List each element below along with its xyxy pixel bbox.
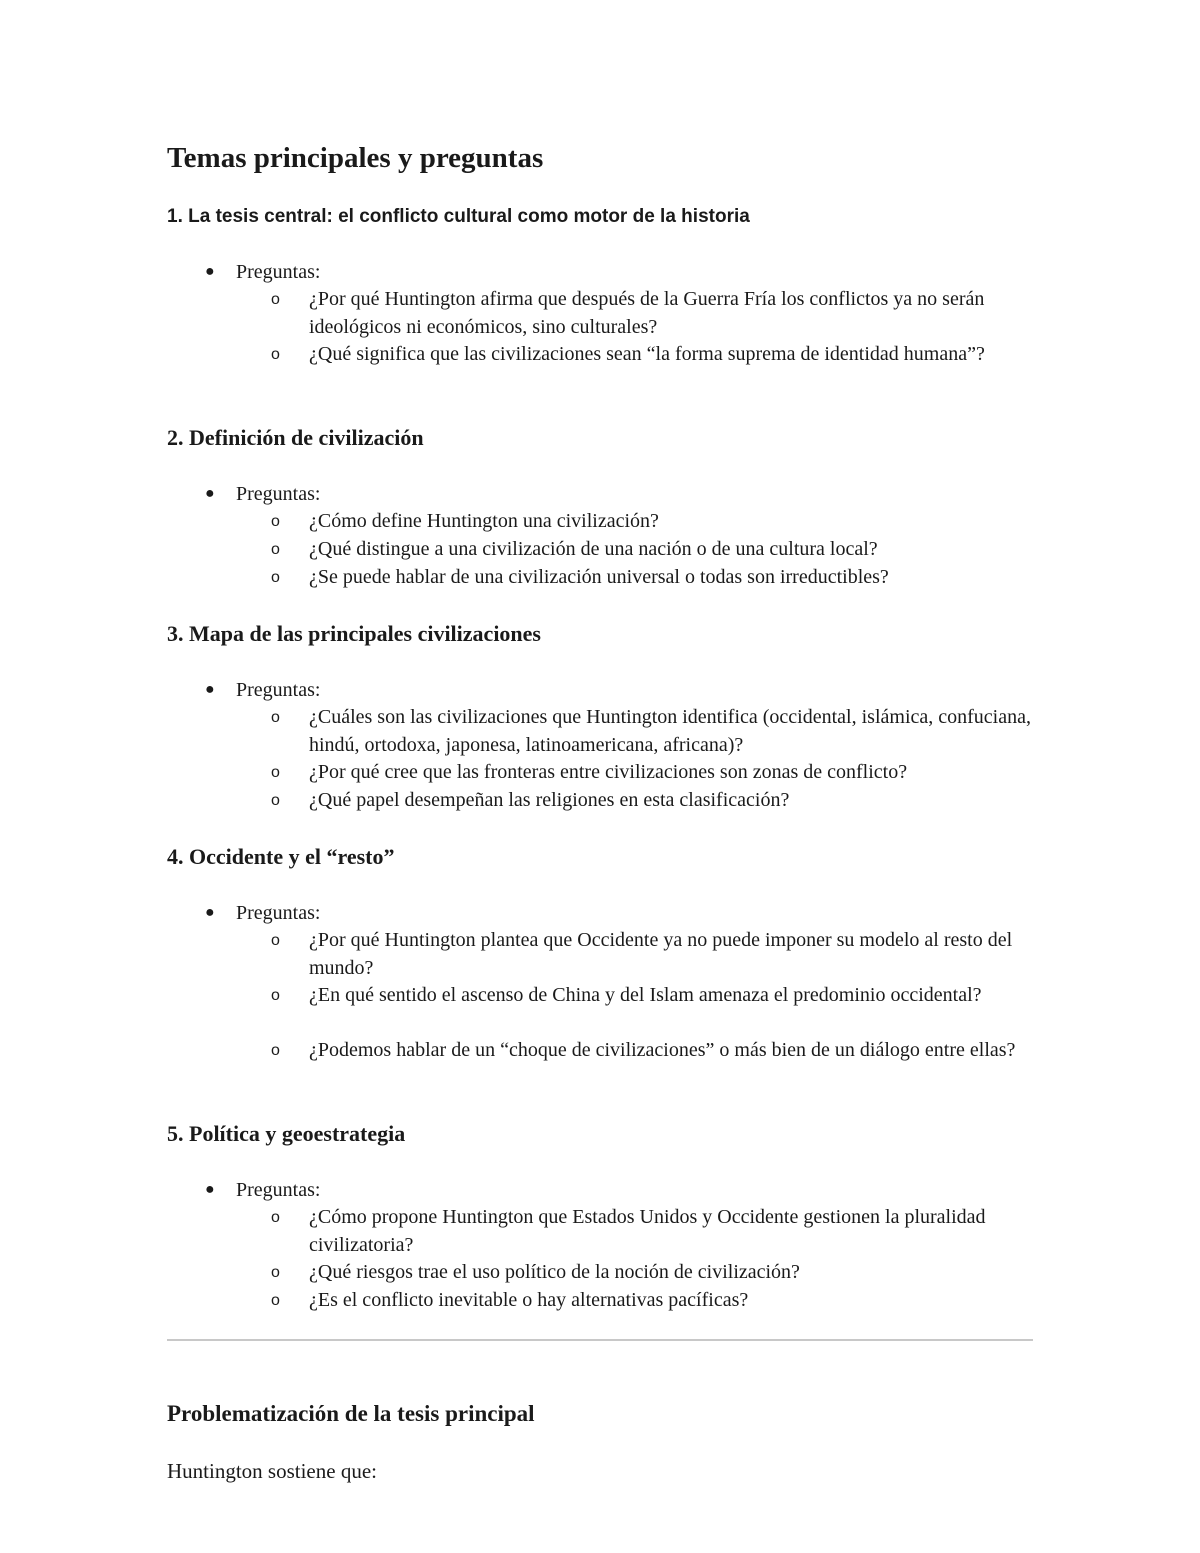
- question-text: ¿Cómo define Huntington una civilización?: [309, 510, 659, 532]
- circle-o-icon: o: [271, 932, 280, 949]
- circle-o-icon: o: [271, 1209, 280, 1226]
- question-text: ¿Qué significa que las civilizaciones sean “la forma suprema de identidad humana”?: [309, 343, 985, 365]
- question-text: ¿Qué riesgos trae el uso político de la noción de civilización?: [309, 1261, 800, 1283]
- question-text: ¿Cuáles son las civilizaciones que Huntington identifica (occidental, islámica, confuciana, hindú, ortodoxa, japonesa, latinoamericana, africana)?: [309, 706, 1031, 756]
- section-heading-1: 1. La tesis central: el conflicto cultural como motor de la historia: [167, 206, 750, 227]
- horizontal-rule: [167, 1339, 1033, 1341]
- section-heading-5: 5. Política y geoestrategia: [167, 1121, 406, 1146]
- bullet-dot-icon: ●: [205, 1181, 215, 1198]
- question-text: ¿Cómo propone Huntington que Estados Unidos y Occidente gestionen la pluralidad civilizatoria?: [309, 1206, 986, 1256]
- section-heading-3: 3. Mapa de las principales civilizaciones: [167, 621, 541, 646]
- question-text: ¿En qué sentido el ascenso de China y del Islam amenaza el predominio occidental?: [309, 984, 982, 1006]
- circle-o-icon: o: [271, 1042, 280, 1059]
- bullet-label: Preguntas:: [236, 483, 321, 505]
- question-text: ¿Es el conflicto inevitable o hay alternativas pacíficas?: [309, 1289, 749, 1311]
- question-text: ¿Qué distingue a una civilización de una nación o de una cultura local?: [309, 538, 878, 560]
- bullet-dot-icon: ●: [205, 485, 215, 502]
- circle-o-icon: o: [271, 346, 280, 363]
- circle-o-icon: o: [271, 709, 280, 726]
- page-title: Temas principales y preguntas: [167, 142, 544, 174]
- bullet-dot-icon: ●: [205, 904, 215, 921]
- bullet-label: Preguntas:: [236, 679, 321, 701]
- section-heading-2: 2. Definición de civilización: [167, 425, 424, 450]
- circle-o-icon: o: [271, 792, 280, 809]
- bullet-label: Preguntas:: [236, 1179, 321, 1201]
- bullet-dot-icon: ●: [205, 681, 215, 698]
- circle-o-icon: o: [271, 1292, 280, 1309]
- circle-o-icon: o: [271, 541, 280, 558]
- question-text: ¿Por qué Huntington plantea que Occidente ya no puede imponer su modelo al resto del mundo?: [309, 929, 1013, 979]
- bullet-label: Preguntas:: [236, 261, 321, 283]
- circle-o-icon: o: [271, 987, 280, 1004]
- question-text: ¿Podemos hablar de un “choque de civilizaciones” o más bien de un diálogo entre ellas?: [309, 1039, 1016, 1061]
- circle-o-icon: o: [271, 764, 280, 781]
- section-heading-4: 4. Occidente y el “resto”: [167, 844, 395, 869]
- question-text: ¿Se puede hablar de una civilización universal o todas son irreductibles?: [309, 566, 889, 588]
- circle-o-icon: o: [271, 569, 280, 586]
- question-text: ¿Por qué cree que las fronteras entre civilizaciones son zonas de conflicto?: [309, 761, 908, 783]
- bullet-label: Preguntas:: [236, 902, 321, 924]
- circle-o-icon: o: [271, 1264, 280, 1281]
- section-heading-problematizacion: Problematización de la tesis principal: [167, 1401, 535, 1426]
- body-paragraph: Huntington sostiene que:: [167, 1459, 377, 1483]
- bullet-dot-icon: ●: [205, 263, 215, 280]
- circle-o-icon: o: [271, 291, 280, 308]
- question-text: ¿Qué papel desempeñan las religiones en esta clasificación?: [309, 789, 790, 811]
- question-text: ¿Por qué Huntington afirma que después de la Guerra Fría los conflictos ya no serán ideológicos ni económicos, sino culturales?: [309, 288, 985, 338]
- circle-o-icon: o: [271, 513, 280, 530]
